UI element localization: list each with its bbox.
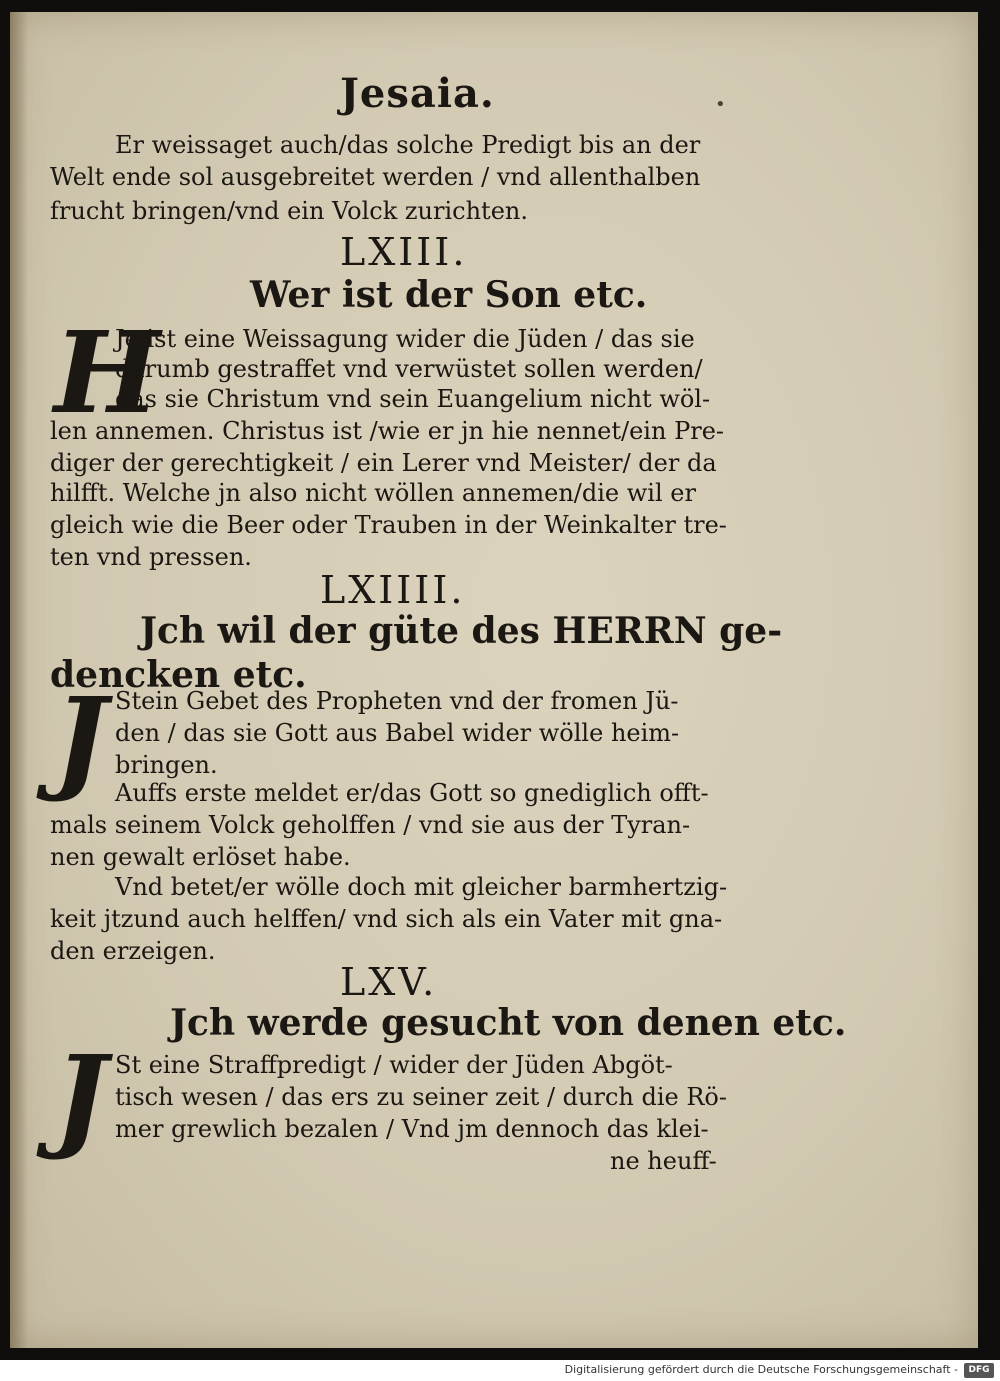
body-line: Je ist eine Weissagung wider die Jüden / das sie [115,325,695,353]
body-line: den erzeigen. [50,937,216,965]
page-gutter [10,12,28,1348]
body-line: St eine Straffpredigt / wider der Jüden Abgöt- [115,1051,673,1079]
intro-line: Welt ende sol ausgebreitet werden / vnd allenthalben [50,163,701,191]
body-line: tisch wesen / das ers zu seiner zeit / durch die Rö- [115,1083,727,1111]
body-line: hilfft. Welche jn also nicht wöllen annemen/die wil er [50,479,696,507]
body-line: nen gewalt erlöset habe. [50,843,351,871]
body-line: Auffs erste meldet er/das Gott so gnediglich offt- [115,779,709,807]
body-line: ten vnd pressen. [50,543,252,571]
body-line: mer grewlich bezalen / Vnd jm dennoch das klei- [115,1115,709,1143]
catchword: ne heuff- [610,1147,717,1175]
body-line: keit jtzund auch helffen/ vnd sich als ein Vater mit gna- [50,905,723,933]
funding-credit: Digitalisierung gefördert durch die Deutsche Forschungsgemeinschaft - [564,1363,958,1376]
body-line: diger der gerechtigkeit / ein Lerer vnd Meister/ der da [50,449,717,477]
chapter-numeral: LXV. [340,960,438,1004]
body-line: mals seinem Volck geholffen / vnd sie aus der Tyran- [50,811,691,839]
chapter-heading: Jch wil der güte des HERRN ge- [140,610,783,652]
book-page [10,12,978,1348]
chapter-numeral: LXIII. [340,230,468,274]
initial-letter: H [54,308,160,439]
chapter-heading: Wer ist der Son etc. [250,274,648,316]
body-line: gleich wie die Beer oder Trauben in der Weinkalter tre- [50,511,727,539]
intro-line: Er weissaget auch/das solche Predigt bis an der [115,131,701,159]
chapter-numeral: LXIIII. [320,568,466,612]
body-line: Stein Gebet des Propheten vnd der fromen Jü- [115,687,679,715]
initial-letter: J [54,1032,107,1163]
intro-line: frucht bringen/vnd ein Volck zurichten. [50,197,528,225]
initial-letter: J [54,674,107,805]
body-line: darumb gestraffet vnd verwüstet sollen werden/ [115,355,703,383]
chapter-heading: Jch werde gesucht von denen etc. [170,1002,847,1044]
body-line: Vnd betet/er wölle doch mit gleicher barmhertzig- [115,873,728,901]
dfg-logo: DFG [964,1363,994,1378]
running-head: Jesaia. [340,70,495,117]
footer-bar [0,1360,1000,1381]
ink-speck: • [715,94,726,115]
chapter-heading: dencken etc. [50,654,307,696]
body-line: das sie Christum vnd sein Euangelium nicht wöl- [115,385,711,413]
body-line: bringen. [115,751,218,779]
body-line: len annemen. Christus ist /wie er jn hie nennet/ein Pre- [50,417,725,445]
body-line: den / das sie Gott aus Babel wider wölle heim- [115,719,680,747]
